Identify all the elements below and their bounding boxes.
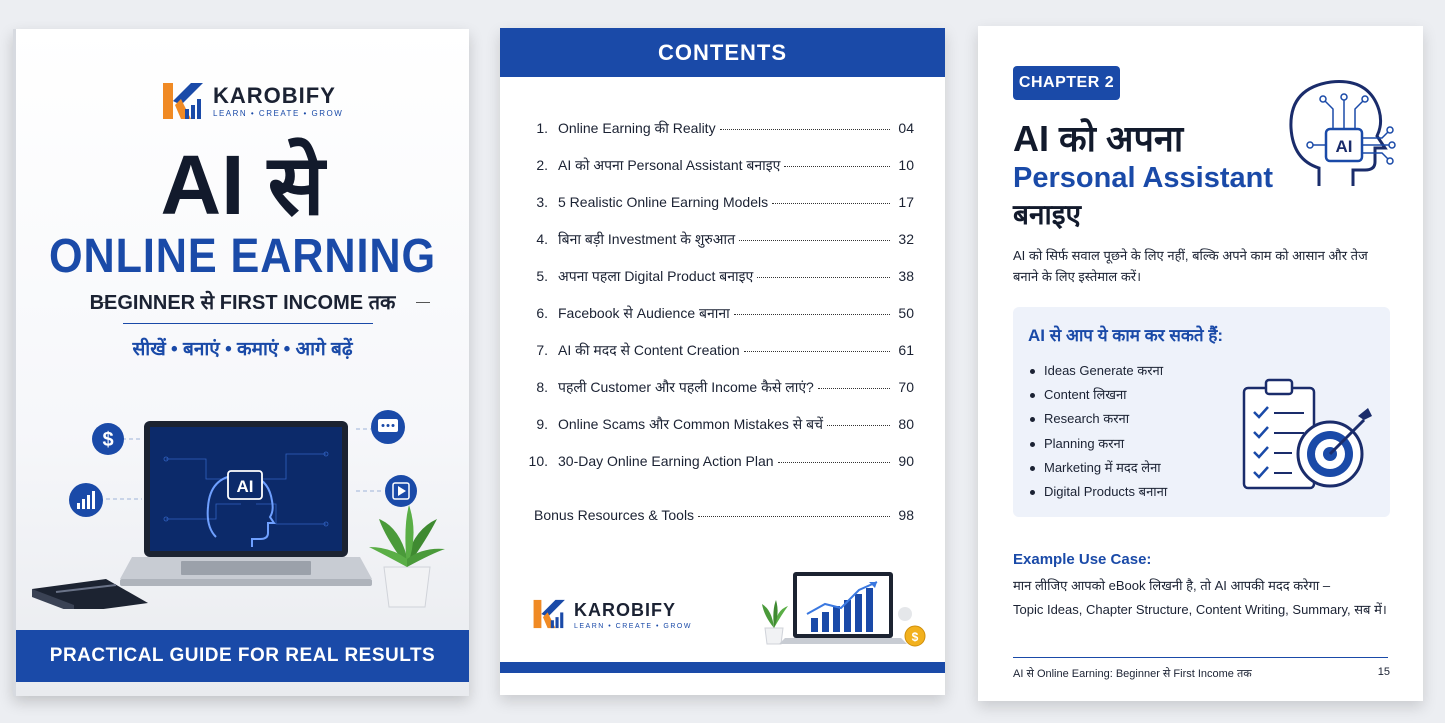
contents-page — [500, 28, 945, 695]
example-title: Example Use Case: — [1013, 551, 1152, 568]
toc-title: 5 Realistic Online Earning Models — [558, 194, 769, 210]
contents-footer-bar — [500, 662, 945, 673]
toc-title: Facebook से Audience बनाना — [558, 305, 730, 321]
toc-title: पहली Customer और पहली Income कैसे लाएं? — [558, 379, 814, 395]
svg-text:$: $ — [102, 429, 114, 451]
toc-leader — [757, 277, 890, 278]
toc-page: 90 — [898, 453, 914, 469]
cover-logo — [161, 81, 343, 121]
toc-page: 32 — [898, 231, 914, 247]
toc-page: 04 — [898, 120, 914, 136]
toc-page: 17 — [898, 194, 914, 210]
toc-item-10[interactable] — [524, 452, 914, 470]
list-item: Planning करना — [1043, 432, 1167, 456]
contents-brand-tagline: LEARN • CREATE • GROW — [574, 622, 692, 630]
plant-icon — [762, 600, 788, 644]
toc-leader — [744, 351, 890, 352]
toc-item-9[interactable] — [524, 415, 914, 433]
toc-page: 38 — [898, 268, 914, 284]
toc-number: 3. — [536, 194, 548, 210]
cover-subtitle-dash-right — [416, 302, 430, 303]
toc-leader — [734, 314, 890, 315]
toc-title: Online Scams और Common Mistakes से बचें — [558, 416, 824, 432]
toc-page: 61 — [898, 342, 914, 358]
toc-page: 50 — [898, 305, 914, 321]
example-line2: Topic Ideas, Chapter Structure, Content Writing, Summary, सब में। — [1013, 602, 1387, 617]
toc-page: 70 — [898, 379, 914, 395]
chapter-intro: AI को सिर्फ सवाल पूछने के लिए नहीं, बल्कि अपने काम को आसान और तेज बनाने के लिए इस्तेमाल करें। — [1013, 248, 1368, 284]
toc-number: 2. — [536, 157, 548, 173]
toc-title: Online Earning की Reality — [558, 120, 716, 136]
toc-leader — [772, 203, 890, 204]
list-item: Research करना — [1043, 407, 1167, 431]
toc-number: 9. — [536, 416, 548, 432]
toc-title: बिना बड़ी Investment के शुरुआत — [558, 231, 736, 247]
toc-item-2[interactable] — [524, 156, 914, 174]
laptop-screen-label: AI — [236, 477, 254, 496]
cover-brand-name: KAROBIFY — [213, 82, 336, 108]
cover-brand-tagline: LEARN • CREATE • GROW — [213, 108, 344, 118]
cover-illustration — [16, 399, 472, 609]
checklist-target-icon — [1240, 376, 1375, 496]
toc-leader — [720, 129, 890, 130]
contents-logo — [532, 598, 692, 630]
toc-item-4[interactable] — [524, 230, 914, 248]
toc-item-8[interactable] — [524, 378, 914, 396]
cover-title-line1: AI से — [160, 138, 325, 232]
toc-item-6[interactable] — [524, 304, 914, 322]
contents-heading: CONTENTS — [500, 28, 945, 77]
toc-page: 80 — [898, 416, 914, 432]
toc-leader — [739, 240, 890, 241]
toc-item-1[interactable] — [524, 119, 914, 137]
cover-tagline: सीखें • बनाएं • कमाएं • आगे बढ़ें — [132, 339, 353, 360]
toc-number: 1. — [536, 120, 548, 136]
plant-icon — [369, 505, 445, 607]
book-cover — [13, 29, 469, 696]
chapter-badge: CHAPTER 2 — [1013, 66, 1120, 100]
cover-band: PRACTICAL GUIDE FOR REAL RESULTS — [16, 630, 469, 682]
toc-number: 5. — [536, 268, 548, 284]
toc-number: 7. — [536, 342, 548, 358]
toc-leader — [827, 425, 890, 426]
cover-title-line2: ONLINE EARNING — [48, 230, 436, 283]
toc-leader — [778, 462, 890, 463]
toc-leader — [698, 516, 890, 517]
list-item: Marketing में मदद लेना — [1043, 456, 1167, 480]
toc-title: AI को अपना Personal Assistant बनाइए — [558, 157, 781, 173]
toc-title: अपना पहला Digital Product बनाइए — [558, 268, 754, 284]
toc-leader — [784, 166, 890, 167]
cover-divider — [123, 323, 373, 324]
toc-title: AI की मदद से Content Creation — [558, 342, 740, 358]
chart-icon — [69, 483, 103, 517]
toc-page: 98 — [898, 507, 914, 523]
chapter-title-line3: बनाइए — [1013, 199, 1082, 230]
running-footer: AI से Online Earning: Beginner से First Income तक — [1013, 668, 1252, 680]
contents-brand-name: KAROBIFY — [574, 599, 676, 620]
play-icon — [385, 475, 417, 507]
chat-icon — [371, 410, 405, 444]
footer-divider — [1013, 657, 1388, 658]
tasks-box-title: AI से आप ये काम कर सकते हैं: — [1028, 326, 1224, 345]
growth-chart-illustration — [755, 566, 930, 651]
chapter-page — [978, 26, 1423, 701]
chapter-title-line2: Personal Assistant — [1013, 162, 1274, 194]
list-item: Digital Products बनाना — [1043, 480, 1167, 504]
ai-head-icon — [1283, 64, 1398, 189]
page-number: 15 — [1377, 666, 1390, 678]
chapter-title-line1: AI को अपना — [1013, 118, 1184, 159]
toc-bonus[interactable] — [534, 506, 914, 524]
cover-subtitle: BEGINNER से FIRST INCOME तक — [89, 292, 396, 314]
ai-chip-label: AI — [1335, 137, 1353, 156]
karobify-logo-icon — [161, 81, 207, 121]
toc-number: 4. — [536, 231, 548, 247]
tasks-list — [1043, 359, 1167, 504]
svg-text:$: $ — [911, 630, 919, 644]
list-item: Ideas Generate करना — [1043, 359, 1167, 383]
toc-item-5[interactable] — [524, 267, 914, 285]
toc-number: 10. — [528, 453, 548, 469]
toc-number: 8. — [536, 379, 548, 395]
dollar-icon — [92, 423, 124, 455]
toc-number: 6. — [536, 305, 548, 321]
karobify-logo-icon — [532, 598, 568, 630]
list-item: Content लिखना — [1043, 383, 1167, 407]
example-line1: मान लीजिए आपको eBook लिखनी है, तो AI आपकी मदद करेगा – — [1013, 578, 1331, 593]
toc-title: 30-Day Online Earning Action Plan — [558, 453, 774, 469]
toc-leader — [818, 388, 890, 389]
toc-title: Bonus Resources & Tools — [534, 507, 695, 523]
toc-item-3[interactable] — [524, 193, 914, 211]
toc-page: 10 — [898, 157, 914, 173]
toc-item-7[interactable] — [524, 341, 914, 359]
